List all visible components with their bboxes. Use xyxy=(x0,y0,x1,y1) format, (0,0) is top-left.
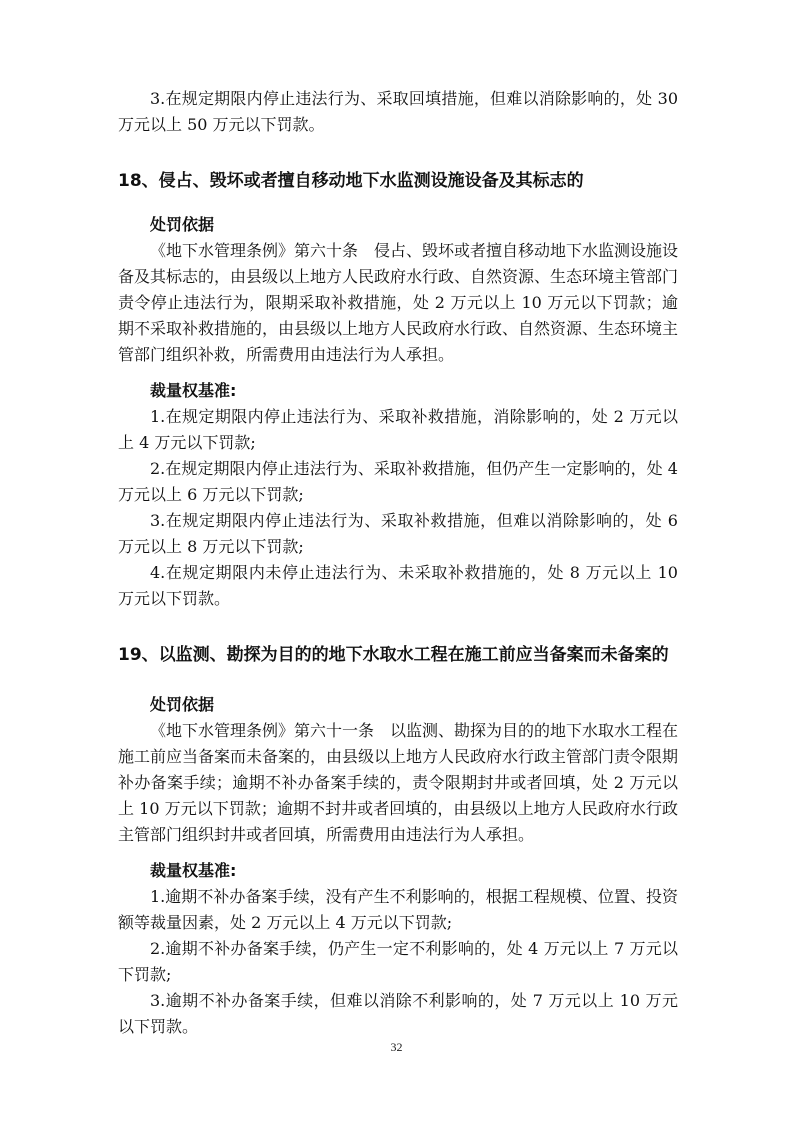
section-18-item-2: 2.在规定期限内停止违法行为、采取补救措施，但仍产生一定影响的，处 4 万元以上 6 万元以下罚款; xyxy=(118,459,678,504)
page-number: 32 xyxy=(390,1040,403,1054)
section-19-standard-label: 裁量权基准: xyxy=(150,861,237,880)
section-19-item-3: 3.逾期不补办备案手续，但难以消除不利影响的，处 7 万元以上 10 万元以下罚款。 xyxy=(118,991,678,1036)
section-18-standard-label: 裁量权基准: xyxy=(150,381,237,400)
section-19-item-2: 2.逾期不补办备案手续，仍产生一定不利影响的，处 4 万元以上 7 万元以下罚款; xyxy=(118,939,678,984)
section-18-item-4: 4.在规定期限内未停止违法行为、未采取补救措施的，处 8 万元以上 10 万元以下罚款。 xyxy=(118,563,678,608)
document-page xyxy=(118,86,678,1040)
section-18-item-1: 1.在规定期限内停止违法行为、采取补救措施，消除影响的，处 2 万元以上 4 万元以下罚款; xyxy=(118,407,678,452)
prev-item-3: 3.在规定期限内停止违法行为、采取回填措施，但难以消除影响的，处 30 万元以上 50 万元以下罚款。 xyxy=(118,89,678,134)
section-19-heading: 19、以监测、勘探为目的的地下水取水工程在施工前应当备案而未备案的 xyxy=(118,645,669,665)
section-18-basis-text: 《地下水管理条例》第六十条 侵占、毁坏或者擅自移动地下水监测设施设备及其标志的，由县级以上地方人民政府水行政、自然资源、生态环境主管部门责令停止违法行为，限期采取补救措施，处 2 万元以上 10 万元以下罚款；逾期不采取补救措施的，由县级以上地方人民政府水行政、自然资源、生态环境主管部门组织补救，所需费用由违法行为人承担。 xyxy=(118,241,679,364)
section-19-item-1: 1.逾期不补办备案手续，没有产生不利影响的，根据工程规模、位置、投资额等裁量因素，处 2 万元以上 4 万元以下罚款; xyxy=(118,887,678,932)
section-19-basis-text: 《地下水管理条例》第六十一条 以监测、勘探为目的的地下水取水工程在施工前应当备案而未备案的，由县级以上地方人民政府水行政主管部门责令限期补办备案手续；逾期不补办备案手续的，责令限期封井或者回填，处 2 万元以上 10 万元以下罚款；逾期不封井或者回填的，由县级以上地方人民政府水行政主管部门组织封井或者回填，所需费用由违法行为人承担。 xyxy=(118,721,679,844)
section-18-item-3: 3.在规定期限内停止违法行为、采取补救措施，但难以消除影响的，处 6 万元以上 8 万元以下罚款; xyxy=(118,511,678,556)
section-19-basis-label: 处罚依据 xyxy=(150,695,215,714)
section-18-basis-label: 处罚依据 xyxy=(150,215,215,234)
section-18-heading: 18、侵占、毁坏或者擅自移动地下水监测设施设备及其标志的 xyxy=(118,171,584,191)
